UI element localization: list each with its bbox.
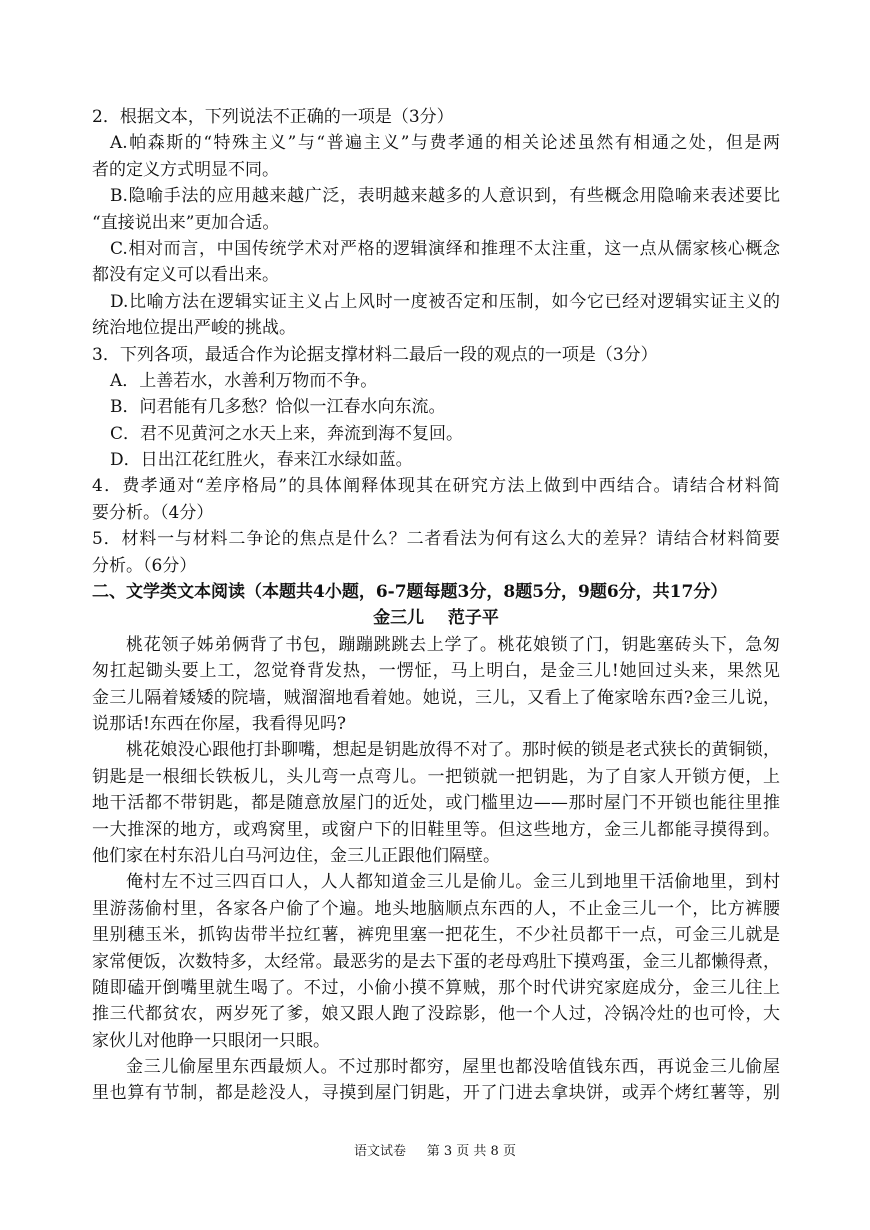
story-p1-line1: 桃花领子姊弟俩背了书包，蹦蹦跳跳去上学了。桃花娘锁了门，钥匙塞砖头下，急匆 xyxy=(126,634,780,655)
story-p3-line3: 里别穗玉米，抓钩齿带半拉红薯，裤兜里塞一把花生，不少社员都干一点，可金三儿就是 xyxy=(92,925,780,946)
q2-option-c-line1: C.相对而言，中国传统学术对严格的逻辑演绎和推理不太注重，这一点从儒家核心概念 xyxy=(110,238,780,259)
page-footer xyxy=(0,1143,870,1161)
q4-line1: 4．费孝通对“差序格局”的具体阐释体现其在研究方法上做到中西结合。请结合材料简 xyxy=(92,476,780,497)
section2-heading: 二、文学类文本阅读（本题共4小题，6-7题每题3分，8题5分，9题6分，共17分） xyxy=(92,582,728,603)
story-p2-line5: 他们家在村东沿儿白马河边住，金三儿正跟他们隔壁。 xyxy=(92,845,500,866)
story-p3-line6: 推三代都贫农，两岁死了爹，娘又跟人跑了没踪影，他一个人过，冷锅冷灶的也可怜，大 xyxy=(92,1004,780,1025)
q2-option-a-line1: A.帕森斯的“特殊主义”与“普遍主义”与费孝通的相关论述虽然有相通之处，但是两 xyxy=(110,133,780,154)
q2-option-c-line2: 都没有定义可以看出来。 xyxy=(92,265,279,286)
story-p1-line3: 金三儿隔着矮矮的院墙，贼溜溜地看着她。她说，三儿，又看上了俺家啥东西?金三儿说， xyxy=(92,687,780,708)
story-title: 金三儿 范子平 xyxy=(373,608,499,629)
q5-line1: 5．材料一与材料二争论的焦点是什么？二者看法为何有这么大的差异？请结合材料简要 xyxy=(92,529,780,550)
story-p2-line2: 钥匙是一根细长铁板儿，头儿弯一点弯儿。一把锁就一把钥匙，为了自家人开锁方便，上 xyxy=(92,766,780,787)
story-p3-line2: 里游荡偷村里，各家各户偷了个遍。地头地脑顺点东西的人，不止金三儿一个，比方裤腰 xyxy=(92,898,780,919)
q4-line2: 要分析。（4分） xyxy=(92,502,214,523)
story-p3-line7: 家伙儿对他睁一只眼闭一只眼。 xyxy=(92,1030,330,1051)
q2-option-b-line1: B.隐喻手法的应用越来越广泛，表明越来越多的人意识到，有些概念用隐喻来表述要比 xyxy=(110,186,780,207)
q3-option-a: A．上善若水，水善利万物而不争。 xyxy=(110,370,378,391)
story-p3-line4: 家常便饭，次数特多，太经常。最恶劣的是去下蛋的老母鸡肚下摸鸡蛋，金三儿都懒得煮， xyxy=(92,951,780,972)
q2-option-b-line2: “直接说出来”更加合适。 xyxy=(92,212,280,233)
q2-option-a-line2: 者的定义方式明显不同。 xyxy=(92,159,279,180)
q3-option-d: D．日出江花红胜火，春来江水绿如蓝。 xyxy=(110,450,413,471)
q2-stem: 2．根据文本，下列说法不正确的一项是（3分） xyxy=(92,107,454,127)
story-p2-line4: 一大推深的地方，或鸡窝里，或窗户下的旧鞋里等。但这些地方，金三儿都能寻摸得到。 xyxy=(92,819,780,840)
footer-subject: 语文试卷 xyxy=(354,1144,407,1159)
footer-page-number: 第 3 页 共 8 页 xyxy=(426,1144,516,1159)
story-p1-line2: 匆扛起锄头要上工，忽觉脊背发热，一愣怔，马上明白，是金三儿!她回过头来，果然见 xyxy=(92,661,780,682)
page-content xyxy=(92,104,780,1107)
story-p3-line5: 随即磕开倒嘴里就生喝了。不过，小偷小摸不算贼，那个时代讲究家庭成分，金三儿往上 xyxy=(92,977,780,998)
q2-option-d-line2: 统治地位提出严峻的挑战。 xyxy=(92,318,296,339)
story-p3-line1: 俺村左不过三四百口人，人人都知道金三儿是偷儿。金三儿到地里干活偷地里，到村 xyxy=(126,872,780,893)
story-p2-line1: 桃花娘没心跟他打卦聊嘴，想起是钥匙放得不对了。那时候的锁是老式狭长的黄铜锁， xyxy=(126,740,780,761)
story-p1-line4: 说那话!东西在你屋，我看得见吗? xyxy=(92,713,346,734)
q5-line2: 分析。（6分） xyxy=(92,555,197,576)
story-p4-line1: 金三儿偷屋里东西最烦人。不过那时都穷，屋里也都没啥值钱东西，再说金三儿偷屋 xyxy=(126,1057,780,1078)
q3-stem: 3．下列各项，最适合作为论据支撑材料二最后一段的观点的一项是（3分） xyxy=(92,344,658,365)
q3-option-b: B．问君能有几多愁？恰似一江春水向东流。 xyxy=(110,397,446,418)
story-p4-line2: 里也算有节制，都是趁没人，寻摸到屋门钥匙，开了门进去拿块饼，或弄个烤红薯等，别 xyxy=(92,1083,780,1104)
q2-option-d-line1: D.比喻方法在逻辑实证主义占上风时一度被否定和压制，如今它已经对逻辑实证主义的 xyxy=(110,291,780,312)
story-p2-line3: 地干活都不带钥匙，都是随意放屋门的近处，或门槛里边——那时屋门不开锁也能往里推 xyxy=(92,793,780,814)
q3-option-c: C．君不见黄河之水天上来，奔流到海不复回。 xyxy=(110,423,464,444)
